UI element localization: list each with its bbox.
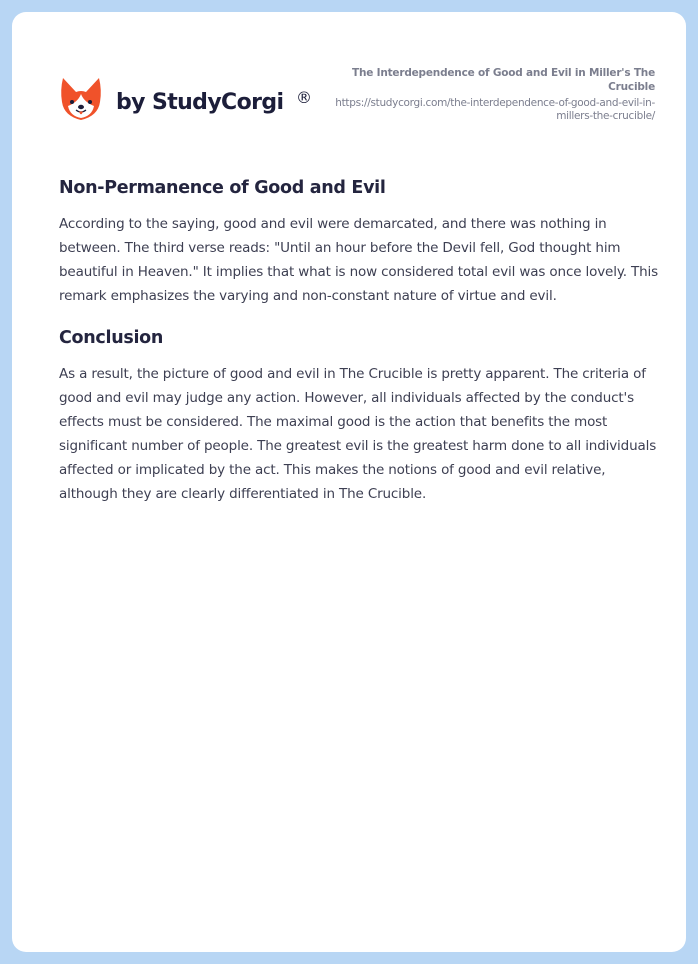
corgi-face-icon [60, 76, 102, 122]
studycorgi-logo[interactable] [60, 76, 312, 122]
section-body-conclusion: As a result, the picture of good and evil in The Crucible is pretty apparent. The criteria of good and evil may judge any action. However, all individuals affected by the conduct's effects must be considered. The maximal good is the action that benefits the most significant number of people. The greatest evil is the greatest harm done to all individuals affected or implicated by the act. This makes the notions of good and evil relative, although they are clearly differentiated in The Crucible. [59, 366, 657, 502]
section-heading-non-permanence: Non-Permanence of Good and Evil [59, 178, 386, 198]
document-meta [325, 66, 655, 123]
logo-wordmark: by StudyCorgi [116, 89, 284, 115]
document-page [12, 12, 686, 952]
document-url[interactable]: https://studycorgi.com/the-interdependence-of-good-and-evil-in-millers-the-crucible/ [335, 97, 655, 122]
article-content [59, 175, 659, 506]
section-body-non-permanence: According to the saying, good and evil were demarcated, and there was nothing in between. The third verse reads: "Until an hour before the Devil fell, God thought him beautiful in Heaven." It implies that what is now considered total evil was once lovely. This remark emphasizes the varying and non-constant nature of virtue and evil. [59, 216, 659, 304]
document-title: The Interdependence of Good and Evil in Miller's The Crucible [352, 67, 655, 93]
section-heading-conclusion: Conclusion [59, 328, 164, 348]
registered-mark: ® [296, 88, 312, 107]
